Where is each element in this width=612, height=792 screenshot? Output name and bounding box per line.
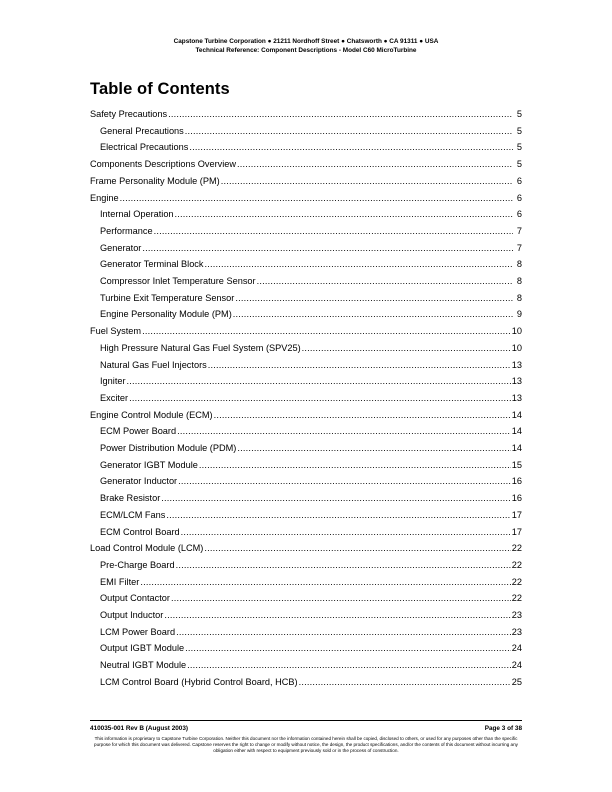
toc-page-number: 23	[511, 610, 522, 620]
toc-entry-title: Fuel System	[90, 326, 142, 337]
toc-page-number: 8	[516, 276, 522, 286]
toc-dot-leader	[233, 309, 513, 320]
toc-dot-leader	[214, 410, 511, 421]
toc-page-number: 16	[511, 493, 522, 504]
toc-entry-title: Output Contactor	[100, 593, 170, 604]
toc-entry-title: Generator	[100, 242, 142, 253]
toc-page-number: 14	[511, 443, 522, 453]
toc-subentry[interactable]	[100, 272, 522, 287]
toc-subentry[interactable]	[100, 489, 522, 504]
toc-dot-leader	[237, 443, 510, 454]
toc-dot-leader	[142, 326, 511, 337]
toc-entry-title: Natural Gas Fuel Injectors	[100, 359, 207, 370]
toc-page-number: 8	[516, 259, 522, 270]
toc-subentry[interactable]	[100, 255, 522, 270]
toc-dot-leader	[176, 627, 511, 638]
footer	[90, 725, 522, 732]
toc-page-number: 7	[516, 242, 522, 253]
toc-entry-title: Power Distribution Module (PDM)	[100, 443, 237, 453]
toc-dot-leader	[187, 660, 511, 671]
toc-subentry[interactable]	[100, 606, 522, 621]
toc-entry-title: Engine	[90, 192, 119, 203]
toc-page-number: 13	[511, 392, 522, 403]
toc-entry-title: Pre-Charge Board	[100, 559, 175, 570]
toc-entry-title: Components Descriptions Overview	[90, 159, 237, 170]
toc-entry-title: Neutral IGBT Module	[100, 660, 187, 671]
toc-entry-title: Engine Control Module (ECM)	[90, 409, 213, 420]
toc-subentry[interactable]	[100, 639, 522, 654]
toc-dot-leader	[299, 677, 511, 688]
toc-entry-title: ECM/LCM Fans	[100, 509, 166, 520]
toc-page-number: 5	[516, 109, 522, 119]
toc-entry-title: Generator Inductor	[100, 476, 178, 487]
toc-dot-leader	[205, 259, 514, 270]
toc-subentry[interactable]	[100, 506, 522, 521]
toc-page-number: 14	[511, 409, 522, 420]
toc-dot-leader	[176, 560, 511, 571]
toc-subentry[interactable]	[100, 122, 522, 137]
toc-page-number: 10	[511, 326, 522, 337]
toc-page-number: 10	[511, 342, 522, 353]
toc-entry[interactable]	[90, 406, 522, 421]
toc-dot-leader	[177, 426, 511, 437]
toc-page-number: 7	[516, 225, 522, 236]
toc-page-number: 22	[511, 543, 522, 554]
toc-dot-leader	[140, 577, 510, 588]
toc-entry-title: High Pressure Natural Gas Fuel System (SPV25)	[100, 342, 301, 353]
toc-subentry[interactable]	[100, 589, 522, 604]
toc-entry-title: Electrical Precautions	[100, 142, 189, 153]
toc-entry[interactable]	[90, 189, 522, 204]
toc-entry-title: Output IGBT Module	[100, 643, 185, 654]
toc-page-number: 6	[516, 192, 522, 203]
toc-subentry[interactable]	[100, 456, 522, 471]
toc-entry-title: LCM Power Board	[100, 626, 176, 637]
toc-entry-title: Engine Personality Module (PM)	[100, 309, 232, 320]
toc-page-number: 23	[511, 626, 522, 637]
toc-entry-title: Performance	[100, 225, 153, 236]
toc-entry-title: Load Control Module (LCM)	[90, 543, 204, 554]
toc-subentry[interactable]	[100, 573, 522, 588]
toc-entry-title: Compressor Inlet Temperature Sensor	[100, 276, 256, 286]
toc-dot-leader	[257, 276, 513, 287]
toc-page-number: 17	[511, 509, 522, 520]
toc-page-number: 13	[511, 376, 522, 387]
page-title: Table of Contents	[90, 80, 230, 98]
toc-page-number: 15	[511, 459, 522, 470]
toc-subentry[interactable]	[100, 305, 522, 320]
toc-entry-title: Safety Precautions	[90, 109, 168, 119]
toc-dot-leader	[221, 176, 513, 187]
toc-page-number: 5	[516, 142, 522, 153]
toc-subentry[interactable]	[100, 356, 522, 371]
toc-entry-title: Igniter	[100, 376, 126, 387]
toc-entry-title: Generator Terminal Block	[100, 259, 204, 270]
toc-subentry[interactable]	[100, 439, 522, 454]
toc-dot-leader	[161, 493, 511, 504]
page-header	[0, 38, 612, 55]
toc-page-number: 24	[511, 660, 522, 671]
toc-dot-leader	[154, 226, 513, 237]
toc-dot-leader	[166, 510, 510, 521]
toc-entry-title: Exciter	[100, 392, 129, 403]
toc-page-number: 17	[511, 526, 522, 537]
toc-subentry[interactable]	[100, 138, 522, 153]
toc-dot-leader	[164, 610, 510, 621]
toc-entry[interactable]	[90, 172, 522, 187]
toc-entry-title: Output Inductor	[100, 610, 164, 620]
toc-dot-leader	[189, 142, 513, 153]
toc-page-number: 22	[511, 559, 522, 570]
toc-page-number: 8	[516, 292, 522, 303]
toc-page-number: 6	[516, 209, 522, 220]
toc-subentry[interactable]	[100, 289, 522, 304]
toc-subentry[interactable]	[100, 339, 522, 354]
toc-subentry[interactable]	[100, 222, 522, 237]
toc-page-number: 16	[511, 476, 522, 487]
toc-entry[interactable]	[90, 322, 522, 337]
footer-disclaimer: This information is proprietary to Capstone Turbine Corporation. Neither this document nor the information contained herein shall be copied, disclosed to others, or used for any purposes other than the specific purpose for which this document was delivered. Capstone reserves the right to change or modify without notice, the design, the product specifications, and/or the contents of this document without incurring any obligation either with respect to equipment previously sold or in the process of construction.	[94, 736, 518, 754]
toc-subentry[interactable]	[100, 372, 522, 387]
toc-page-number: 22	[511, 593, 522, 604]
toc-entry-title: General Precautions	[100, 125, 184, 136]
toc-entry-title: Internal Operation	[100, 209, 174, 220]
toc-entry-title: LCM Control Board (Hybrid Control Board, HCB)	[100, 676, 298, 687]
toc-page-number: 13	[511, 359, 522, 370]
toc-dot-leader	[120, 193, 513, 204]
toc-dot-leader	[181, 527, 511, 538]
toc-entry-title: Brake Resistor	[100, 493, 161, 504]
toc-entry-title: Turbine Exit Temperature Sensor	[100, 292, 235, 303]
toc-dot-leader	[129, 393, 511, 404]
toc-subentry[interactable]	[100, 239, 522, 254]
toc-dot-leader	[175, 209, 513, 220]
toc-subentry[interactable]	[100, 656, 522, 671]
toc-subentry[interactable]	[100, 556, 522, 571]
toc-subentry[interactable]	[100, 472, 522, 487]
toc-subentry[interactable]	[100, 205, 522, 220]
toc-dot-leader	[208, 360, 511, 371]
toc-page-number: 24	[511, 643, 522, 654]
toc-dot-leader	[204, 543, 510, 554]
header-document-line: Technical Reference: Component Descriptions - Model C60 MicroTurbine	[195, 46, 417, 54]
toc-subentry[interactable]	[100, 623, 522, 638]
toc-dot-leader	[171, 593, 511, 604]
toc-entry-title: Frame Personality Module (PM)	[90, 175, 220, 186]
toc-dot-leader	[142, 243, 513, 254]
toc-entry-title: ECM Power Board	[100, 426, 177, 437]
toc-entry[interactable]	[90, 539, 522, 554]
toc-page-number: 22	[511, 576, 522, 587]
header-company-line: Capstone Turbine Corporation ● 21211 Nordhoff Street ● Chatsworth ● CA 91311 ● USA	[173, 38, 439, 45]
toc-entry-title: EMI Filter	[100, 576, 140, 587]
toc-dot-leader	[185, 126, 513, 137]
toc-page-number: 25	[511, 676, 522, 687]
toc-page-number: 9	[516, 309, 522, 320]
toc-entry-title: Generator IGBT Module	[100, 459, 198, 470]
toc-subentry[interactable]	[100, 422, 522, 437]
toc-subentry[interactable]	[100, 389, 522, 404]
toc-subentry[interactable]	[100, 523, 522, 538]
toc-subentry[interactable]	[100, 673, 522, 688]
toc-dot-leader	[237, 159, 513, 170]
toc-dot-leader	[302, 343, 511, 354]
toc-entry[interactable]	[90, 105, 522, 120]
toc-page-number: 6	[516, 175, 522, 186]
toc-dot-leader	[178, 476, 511, 487]
footer-document-id: 410035-001 Rev B (August 2003)	[90, 725, 189, 732]
toc-entry-title: ECM Control Board	[100, 526, 180, 537]
toc-page-number: 5	[516, 159, 522, 170]
toc-page-number: 5	[516, 125, 522, 136]
toc-page-number: 14	[511, 426, 522, 437]
toc-dot-leader	[185, 643, 511, 654]
toc-dot-leader	[199, 460, 511, 471]
toc-dot-leader	[127, 376, 511, 387]
footer-page-number: Page 3 of 38	[484, 725, 522, 732]
footer-divider	[90, 720, 522, 721]
toc-entry[interactable]	[90, 155, 522, 170]
toc-dot-leader	[168, 109, 513, 120]
toc-dot-leader	[235, 293, 513, 304]
